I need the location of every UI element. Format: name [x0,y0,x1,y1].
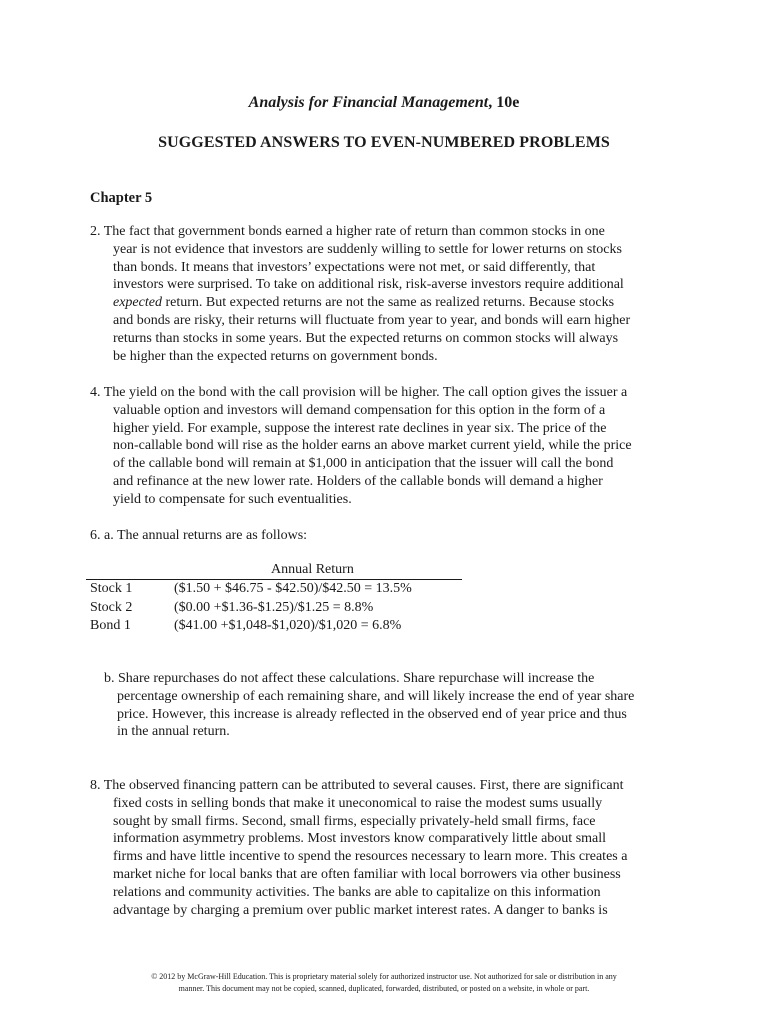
answer-6b-line: percentage ownership of each remaining share, and will likely increase the end of year share [117,688,635,704]
emphasis-expected: expected [113,295,162,311]
answer-4-line: higher yield. For example, suppose the interest rate declines in year six. The price of the [113,420,607,436]
answer-4-line: 4. The yield on the bond with the call provision will be higher. The call option gives the issuer a [90,385,628,400]
book-edition: , 10e [488,94,520,111]
answer-2-line: investors were surprised. To take on additional risk, risk-averse investors require additional [113,277,624,293]
answer-8-line: information asymmetry problems. Most investors know comparatively little about small [113,831,607,847]
row-value: ($0.00 +$1.36-$1.25)/$1.25 = 8.8% [174,599,374,615]
annual-return-header: Annual Return [271,562,354,577]
book-title: Analysis for Financial Management [248,94,489,111]
answer-8-line: market niche for local banks that are often familiar with local borrowers via other business [113,866,621,882]
footer-line: manner. This document may not be copied, scanned, duplicated, forwarded, distributed, or posted on a website, in whole or part. [178,984,590,993]
answer-8-line: fixed costs in selling bonds that make it uneconomical to raise the modest sums usually [113,795,603,811]
row-value: ($1.50 + $46.75 - $42.50)/$42.50 = 13.5% [174,581,412,596]
table-row [90,580,412,599]
answer-6b-line: b. Share repurchases do not affect these calculations. Share repurchase will increase the [104,671,595,686]
answer-4-line: and refinance at the new lower rate. Holders of the callable bonds will demand a higher [113,473,603,489]
copyright-footer [0,971,768,995]
row-value: ($41.00 +$1,048-$1,020)/$1,020 = 6.8% [174,618,402,633]
answer-4-line: of the callable bond will remain at $1,000 in anticipation that the issuer will call the bond [113,456,614,472]
footer-line: © 2012 by McGraw-Hill Education. This is proprietary material solely for authorized instructor use. Not authorized for sale or distribution in any [151,972,617,981]
answer-problem-2 [90,223,690,365]
answer-problem-6b [104,670,704,741]
answer-4-line: non-callable bond will rise as the holder earns an above market current yield, while the price [113,438,632,454]
answer-2-line-rest: return. But expected returns are not the same as realized returns. Because stocks [161,295,615,311]
answer-8-line: firms and have little incentive to spend the resources necessary to learn more. This creates a [113,849,628,865]
annual-return-table [90,580,412,636]
answer-problem-6a [90,527,690,545]
table-row [90,617,412,636]
answer-2-line [90,294,690,312]
answer-2-line: 2. The fact that government bonds earned a higher rate of return than common stocks in one [90,224,605,239]
answer-2-line: than bonds. It means that investors’ expectations were not met, or said differently, that [113,259,596,275]
document-subtitle: SUGGESTED ANSWERS TO EVEN-NUMBERED PROBLEMS [158,134,610,151]
answer-8-line: advantage by charging a premium over public market interest rates. A danger to banks is [113,902,608,918]
answer-2-line: returns than stocks in some years. But the expected returns on common stocks will always [113,330,619,346]
answer-problem-8 [90,777,690,919]
row-label: Stock 2 [90,599,133,615]
table-row [90,599,412,618]
answer-6b-line: price. However, this increase is already reflected in the observed end of year price and thus [117,706,627,722]
document-title [0,94,768,112]
answer-6b-line: in the annual return. [117,724,230,740]
answer-6a-line: 6. a. The annual returns are as follows: [90,528,308,543]
answer-8-line: sought by small firms. Second, small firms, especially privately-held small firms, face [113,813,596,829]
answer-problem-4 [90,384,690,509]
answer-8-line: 8. The observed financing pattern can be attributed to several causes. First, there are significant [90,778,624,793]
answer-2-line: year is not evidence that investors are suddenly willing to settle for lower returns on stocks [113,241,622,257]
chapter-heading: Chapter 5 [90,190,153,206]
row-label: Bond 1 [90,618,131,633]
row-label: Stock 1 [90,581,133,596]
answer-2-line: and bonds are risky, their returns will fluctuate from year to year, and bonds will earn higher [113,312,631,328]
answer-4-line: valuable option and investors will demand compensation for this option in the form of a [113,402,606,418]
answer-2-line: be higher than the expected returns on government bonds. [113,348,438,364]
answer-4-line: yield to compensate for such eventualities. [113,491,352,507]
answer-8-line: relations and community activities. The banks are able to capitalize on this information [113,884,601,900]
